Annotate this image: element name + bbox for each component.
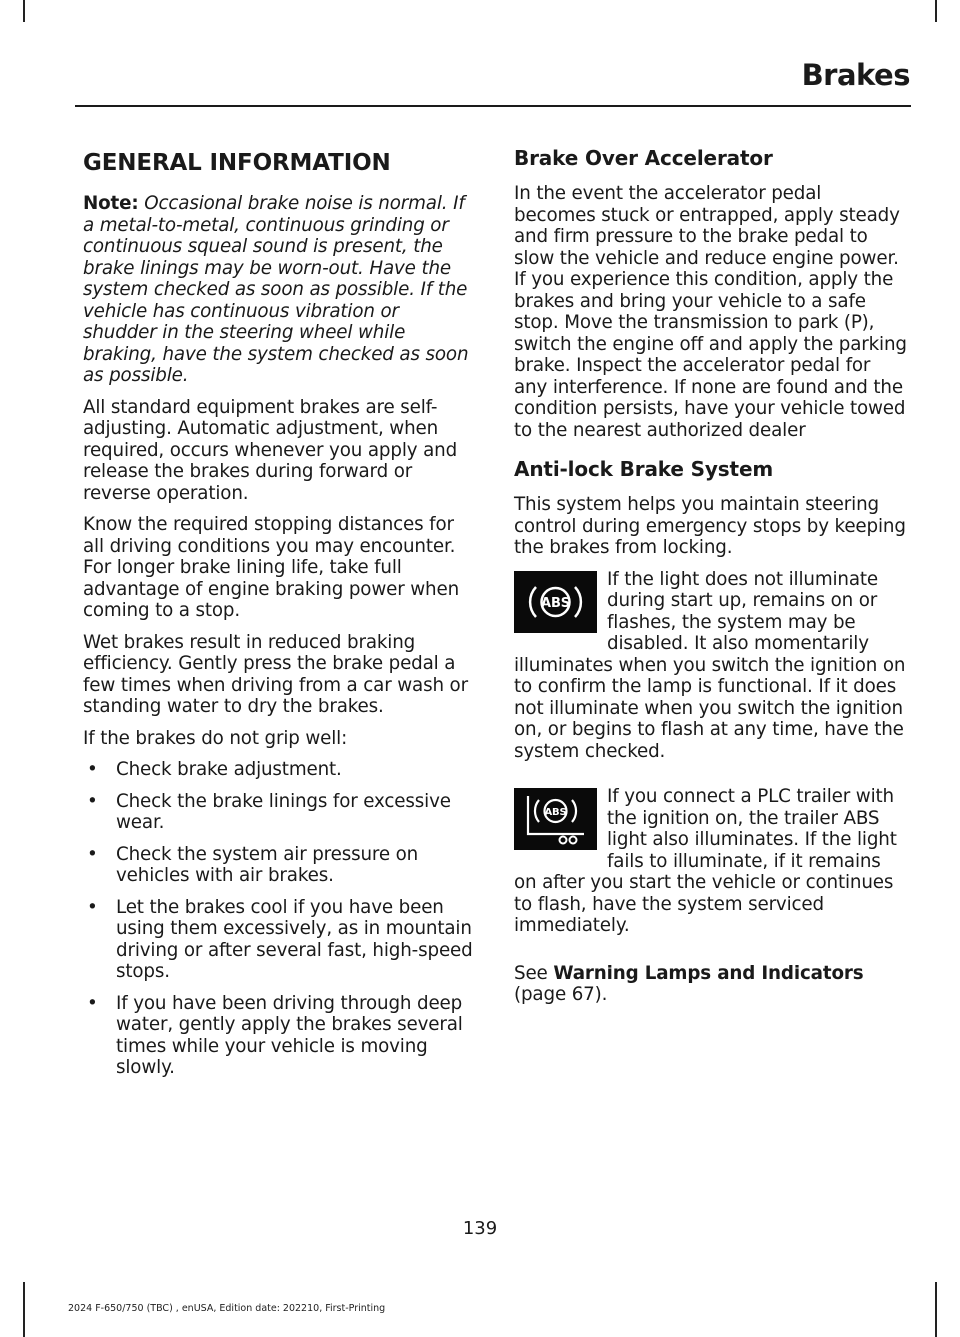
- paragraph: Wet brakes result in reduced braking efficiency. Gently press the brake pedal a few times when driving from a car wash or standing water to dry the brakes.: [83, 631, 468, 717]
- header-divider: [75, 105, 911, 107]
- list-item-text: Let the brakes cool if you have been using them excessively, as in mountain driving or after several fast, high-speed stops.: [116, 896, 473, 982]
- left-column: [83, 140, 475, 1089]
- list-item: [83, 897, 475, 983]
- trailer-abs-warning-icon: [514, 788, 597, 850]
- paragraph: If you connect a PLC trailer with the ignition on, the trailer ABS light also illuminates. If the light fails to illuminate, if it remains on after you start the vehicle or continues to flash, have the system serviced immediately.: [514, 786, 897, 936]
- crop-mark-top-right: [935, 0, 937, 22]
- list-item: [83, 759, 475, 781]
- note-text: Occasional brake noise is normal. If a metal-to-metal, continuous grinding or continuous squeal sound is present, the brake linings may be worn-out. Have the system checked as soon as possible. If the vehicle has continuous vibration or shudder in the steering wheel while braking, have the system checked as soon as possible.: [83, 193, 469, 386]
- paragraph: This system helps you maintain steering control during emergency stops by keeping the brakes from locking.: [514, 494, 906, 558]
- list-item: [83, 993, 475, 1079]
- crop-mark-top-left: [23, 0, 25, 22]
- paragraph: In the event the accelerator pedal becomes stuck or entrapped, apply steady and firm pressure to the brake pedal to slow the vehicle and reduce engine power. If you experience this condition, apply the brakes and bring your vehicle to a safe stop. Move the transmission to park (P), switch the engine off and apply the parking brake. Inspect the accelerator pedal for any interference. If none are found and the condition persists, have your vehicle towed to the nearest authorized dealer: [514, 183, 907, 441]
- warning-lamps-link[interactable]: Warning Lamps and Indicators: [553, 962, 864, 984]
- paragraph: If the light does not illuminate during start up, remains on or flashes, the system may be disabled. It also momentarily illuminates when you switch the ignition on to confirm the lamp is functional. If it does not illuminate when you switch the ignition on, or begins to flash at any time, have the system checked.: [514, 568, 906, 762]
- list-item-text: Check the system air pressure on vehicles with air brakes.: [116, 843, 419, 886]
- bullet-icon: •: [87, 896, 98, 918]
- list-item-text: Check brake adjustment.: [116, 759, 342, 780]
- crop-mark-bottom-left: [23, 1282, 25, 1337]
- page-title: Brakes: [801, 58, 910, 92]
- section-heading-anti-lock-brake-system: Anti-lock Brake System: [514, 457, 774, 481]
- paragraph: Know the required stopping distances for all driving conditions you may encounter. For longer brake lining life, take full advantage of engine braking power when coming to a stop.: [83, 514, 460, 621]
- brake-check-list: [83, 759, 475, 1079]
- note-label: Note:: [83, 193, 139, 214]
- see-prefix: See: [514, 962, 548, 984]
- trailer-icon-label: ABS: [544, 807, 567, 818]
- bullet-icon: •: [87, 759, 98, 780]
- cross-reference: [514, 963, 908, 1006]
- bullet-icon: •: [87, 843, 98, 865]
- footer-edition-info: 2024 F-650/750 (TBC) , enUSA, Edition date: 202210, First-Printing: [68, 1303, 386, 1314]
- paragraph: If the brakes do not grip well:: [83, 727, 348, 749]
- list-item: [83, 844, 475, 887]
- abs-warning-lamp-icon: [514, 571, 597, 633]
- trailer-abs-warning-block: [514, 786, 908, 947]
- paragraph: All standard equipment brakes are self-adjusting. Automatic adjustment, when required, occurs whenever you apply and release the brakes during forward or reverse operation.: [83, 396, 458, 504]
- list-item-text: Check the brake linings for excessive wear.: [116, 790, 451, 833]
- note-paragraph: [83, 193, 475, 387]
- list-item-text: If you have been driving through deep water, gently apply the brakes several times while your vehicle is moving slowly.: [116, 992, 463, 1078]
- right-column: [514, 140, 908, 1016]
- section-heading-general-information: GENERAL INFORMATION: [83, 150, 391, 176]
- abs-warning-block: [514, 569, 908, 773]
- crop-mark-bottom-right: [935, 1282, 937, 1337]
- page-reference: (page 67).: [514, 984, 608, 1005]
- list-item: [83, 791, 475, 834]
- page-number: 139: [462, 1218, 498, 1239]
- section-heading-brake-over-accelerator: Brake Over Accelerator: [514, 146, 773, 170]
- bullet-icon: •: [87, 790, 98, 812]
- abs-icon-label: ABS: [541, 595, 570, 611]
- bullet-icon: •: [87, 992, 98, 1014]
